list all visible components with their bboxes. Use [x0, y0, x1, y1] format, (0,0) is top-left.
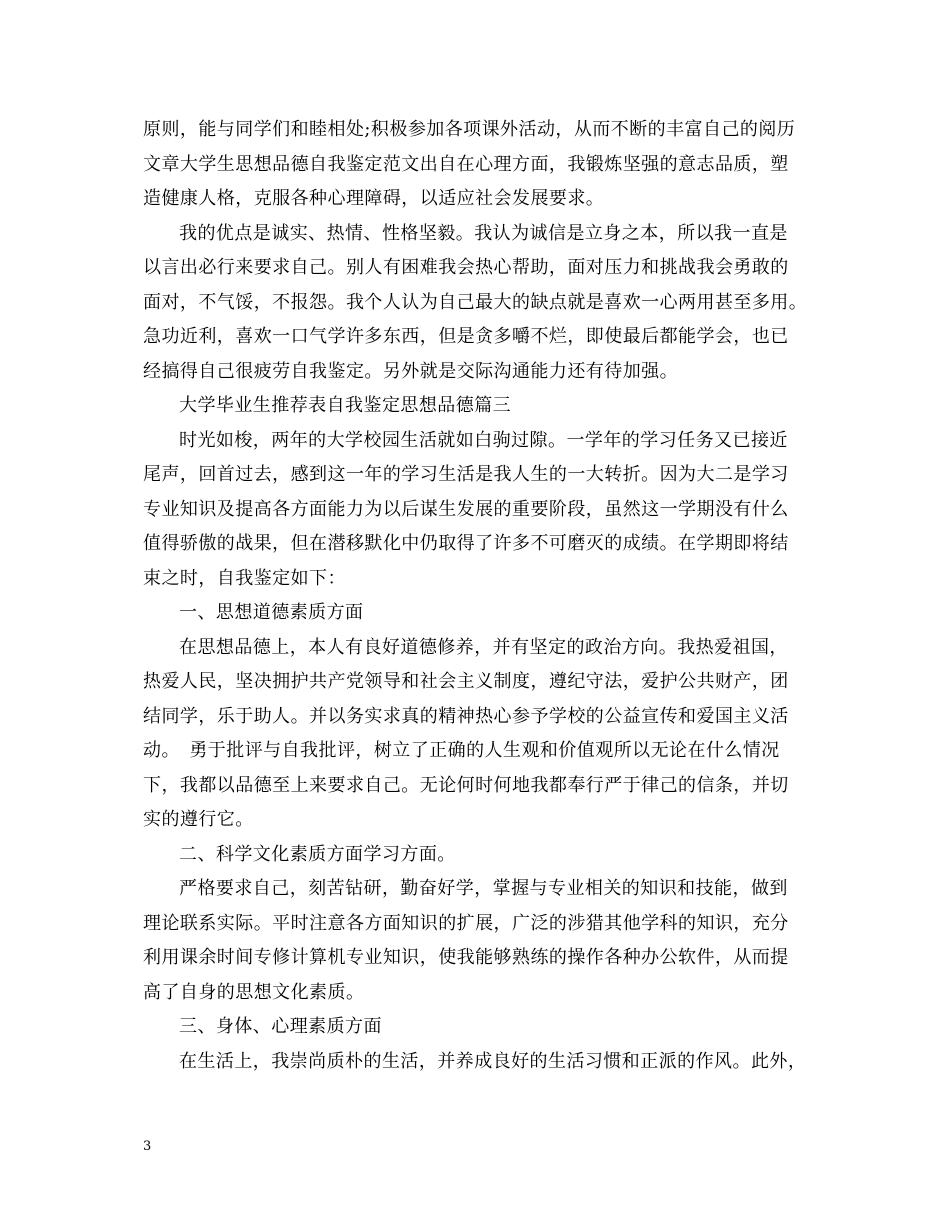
section-heading: 三、身体、心理素质方面 — [179, 1016, 382, 1037]
text-line: 原则，能与同学们和睦相处;积极参加各项课外活动，从而不断的丰富自己的阅历 — [143, 119, 796, 140]
text-line: 利用课余时间专修计算机专业知识，使我能够熟练的操作各种办公软件，从而提 — [143, 947, 789, 968]
text-line: 热爱人民，坚决拥护共产党领导和社会主义制度，遵纪守法，爱护公共财产，团 — [143, 671, 789, 692]
paragraph-start: 在思想品德上，本人有良好道德修养，并有坚定的政治方向。我热爱祖国， — [179, 636, 788, 658]
text-line: 高了自身的思想文化素质。 — [143, 981, 365, 1003]
text-line: 动。 勇于批评与自我批评，树立了正确的人生观和价值观所以无论在什么情况 — [143, 740, 780, 761]
page-number: 3 — [143, 1139, 152, 1154]
text-line: 理论联系实际。平时注意各方面知识的扩展，广泛的涉猎其他学科的知识，充分 — [143, 912, 789, 934]
text-line: 下，我都以品德至上来要求自己。无论何时何地我都奉行严于律己的信条，并切 — [143, 774, 789, 796]
section-heading: 一、思想道德素质方面 — [179, 602, 364, 623]
text-line: 面对，不气馁，不报怨。我个人认为自己最大的缺点就是喜欢一心两用甚至多用。 — [143, 291, 808, 313]
section-heading: 大学毕业生推荐表自我鉴定思想品德篇三 — [179, 395, 512, 416]
text-line: 急功近利，喜欢一口气学许多东西，但是贪多嚼不烂，即使最后都能学会，也已 — [143, 326, 789, 347]
text-line: 束之时，自我鉴定如下： — [143, 567, 346, 589]
text-line: 结同学，乐于助人。并以务实求真的精神热心参予学校的公益宣传和爱国主义活 — [143, 705, 789, 727]
text-line: 实的遵行它。 — [143, 809, 254, 830]
section-heading: 二、科学文化素质方面学习方面。 — [179, 843, 456, 865]
text-line: 尾声，回首过去，感到这一年的学习生活是我人生的一大转折。因为大二是学习 — [143, 464, 789, 485]
text-line: 以言出必行来要求自己。别人有困难我会热心帮助，面对压力和挑战我会勇敢的 — [143, 257, 789, 278]
text-line: 专业知识及提高各方面能力为以后谋生发展的重要阶段，虽然这一学期没有什么 — [143, 498, 789, 520]
paragraph-start: 我的优点是诚实、热情、性格坚毅。我认为诚信是立身之本，所以我一直是 — [179, 222, 788, 244]
paragraph-start: 在生活上，我崇尚质朴的生活，并养成良好的生活习惯和正派的作风。此外， — [179, 1050, 807, 1072]
body-text — [143, 113, 833, 1079]
paragraph-start: 时光如梭，两年的大学校园生活就如白驹过隙。一学年的学习任务又已接近 — [179, 429, 788, 451]
text-line: 文章大学生思想品德自我鉴定范文出自在心理方面，我锻炼坚强的意志品质，塑 — [143, 153, 789, 175]
text-line: 造健康人格，克服各种心理障碍，以适应社会发展要求。 — [143, 188, 605, 209]
text-line: 经搞得自己很疲劳自我鉴定。另外就是交际沟通能力还有待加强。 — [143, 360, 679, 382]
text-line: 值得骄傲的战果，但在潜移默化中仍取得了许多不可磨灭的成绩。在学期即将结 — [143, 533, 789, 554]
paragraph-start: 严格要求自己，刻苦钻研，勤奋好学，掌握与专业相关的知识和技能，做到 — [179, 878, 788, 899]
